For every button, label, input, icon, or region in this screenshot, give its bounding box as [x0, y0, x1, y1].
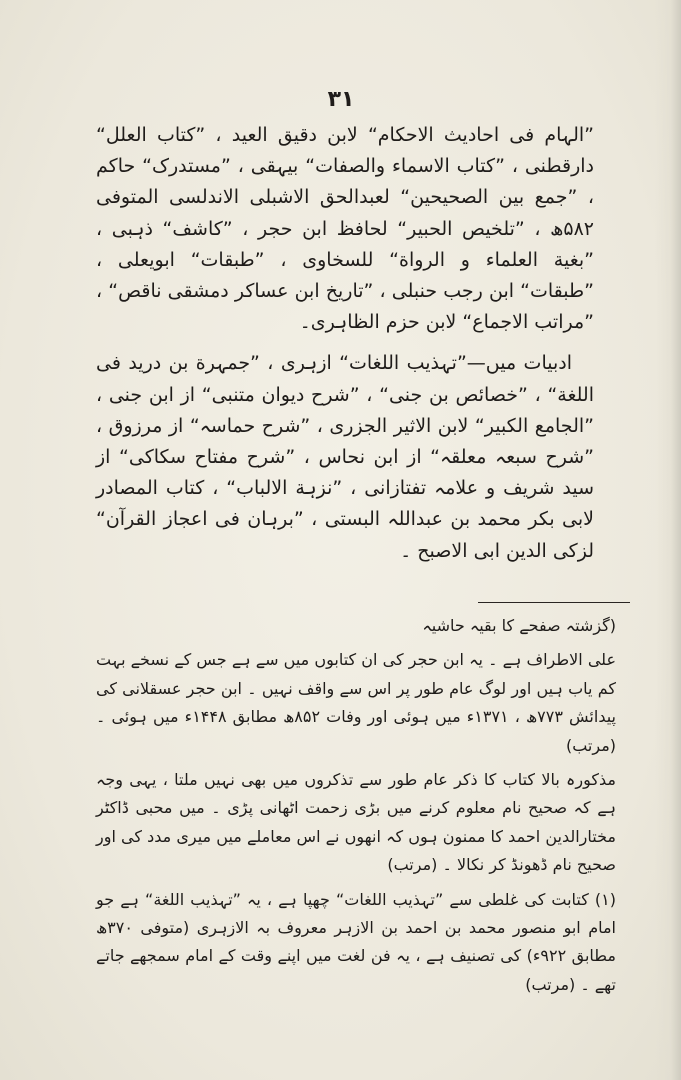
- main-text-block: [96, 120, 594, 567]
- footnote-divider: [478, 602, 630, 603]
- page-number: ۳۱: [327, 87, 355, 112]
- paragraph-hadith-books: ”الہام فی احادیث الاحکام“ لابن دقیق العید ، ”کتاب العلل“ دارقطنی ، ”کتاب الاسماء والصفات“ بیہقی ، ”مستدرک“ حاکم ، ”جمع بین الصحیحین“ لعبدالحق الاشبلی الاندلسی المتوفی ۵۸۲ھ ، ”تلخیص الحبیر“ لحافظ ابن حجر ، ”کاشف“ ذہبی ، ”بغیة العلماء و الرواة“ للسخاوی ، ”طبقات“ ابویعلی ، ”طبقات“ ابن رجب حنبلی ، ”تاریخ ابن عساکر دمشقی ناقص“ ، ”مراتب الاجماع“ لابن حزم الظاہری۔: [96, 124, 594, 334]
- footnote-heading: (گزشتہ صفحے کا بقیہ حاشیہ: [422, 616, 616, 635]
- footnote-paragraph: (۱) کتابت کی غلطی سے ”تہذیب اللغات“ چھپا ہے ، یہ ”تہذیب اللغة“ ہے جو امام ابو منصور محمد بن احمد بن الازہر معروف بہ الازہری (متوفی ۳۷۰ھ مطابق ۹۲۲ء) کی تصنیف ہے ، یہ فن لغت میں اپنے وقت کے امام سمجھے جاتے تھے ۔ (مرتب): [96, 889, 616, 994]
- footnote-paragraph: علی الاطراف ہے ۔ یہ ابن حجر کی ان کتابوں میں سے ہے جس کے نسخے بہت کم یاب ہیں اور لوگ عام طور پر اس سے واقف نہیں ۔ ابن حجر عسقلانی کی پیدائش ۷۷۳ھ ، ۱۳۷۱ء میں ہوئی اور وفات ۸۵۲ھ مطابق ۱۴۴۸ء میں ہوئی ۔ (مرتب): [96, 650, 617, 755]
- paragraph-adabiyat: ادبیات میں—”تہذیب اللغات“ ازہری ، ”جمہرة بن درید فی اللغة“ ، ”خصائص بن جنی“ ، ”شرح دیوان متنبی“ از ابن جنی ، ”الجامع الکبیر“ لابن الاثیر الجزری ، ”شرح حماسہ“ از مرزوق ، ”شرح سبعہ معلقہ“ از ابن نحاس ، ”شرح مفتاح سکاکی“ از سید شریف و علامہ تفتازانی ، ”نزہة الالباب“ ، کتاب المصادر لابی بکر محمد بن عبداللہ البستی ، ”برہان فی اعجاز القرآن“ لزکی الدین ابی الاصبح ۔: [96, 352, 594, 562]
- footnote-block: [96, 612, 616, 999]
- page-edge-shadow: [655, 0, 681, 1080]
- footnote-paragraph: مذکورہ بالا کتاب کا ذکر عام طور سے تذکروں میں بھی نہیں ملتا ، یہی وجہ ہے کہ صحیح نام معلوم کرنے میں بڑی زحمت اٹھانی پڑی ۔ میں محبی ڈاکٹر مختارالدین احمد کا ممنون ہوں کہ انھوں نے اس معاملے میں میری مدد کی اور صحیح نام ڈھونڈ کر نکالا ۔ (مرتب): [96, 770, 616, 875]
